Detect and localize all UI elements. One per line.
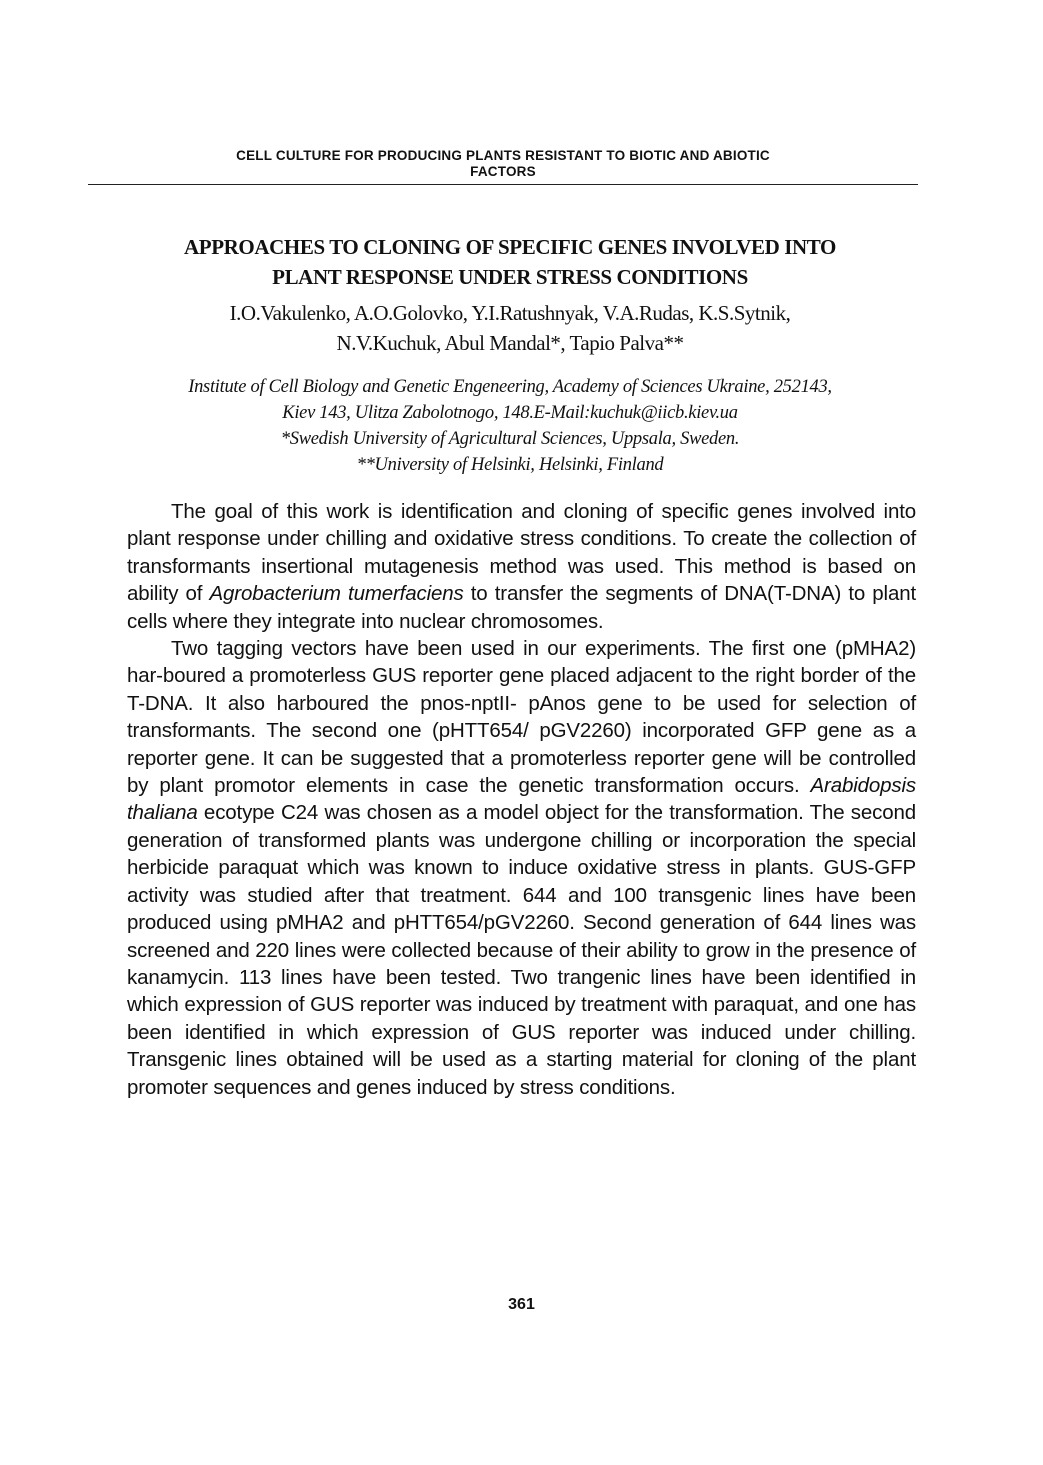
affiliation-line-4: **University of Helsinki, Helsinki, Finland: [356, 455, 664, 475]
affiliation-line-3: *Swedish University of Agricultural Sciences, Uppsala, Sweden.: [280, 429, 740, 449]
species-name-agrobacterium: Agrobacterium tumerfaciens: [209, 582, 464, 606]
author-list: [100, 298, 920, 358]
title-line-2: PLANT RESPONSE UNDER STRESS CONDITIONS: [272, 265, 748, 289]
authors-line-1: I.O.Vakulenko, A.O.Golovko, Y.I.Ratushnyak, V.A.Rudas, K.S.Sytnik,: [229, 301, 791, 325]
page-number: 361: [508, 1296, 535, 1313]
affiliation-line-2: Kiev 143, Ulitza Zabolotnogo, 148.E-Mail:kuchuk@iicb.kiev.ua: [282, 403, 738, 423]
paragraph-1: [127, 498, 916, 635]
running-head-line-2: FACTORS: [470, 164, 536, 179]
affiliation-line-1: Institute of Cell Biology and Genetic Engeneering, Academy of Sciences Ukraine, 252143,: [188, 377, 832, 397]
affiliations: [100, 374, 920, 478]
paragraph-2-text-b: ecotype C24 was chosen as a model object for the transformation. The second generation of transformed plants was undergone chilling or incorporation the special herbicide paraquat which was known to induce oxidative stress in plants. GUS-GFP activity was studied after that treatment. 644 and 100 transgenic lines have been produced using pMHA2 and pHTT654/pGV2260. Second generation of 644 lines was screened and 220 lines were collected because of their ability to grow in the presence of kanamycin. 113 lines have been tested. Two trangenic lines have been identified in which expression of GUS reporter was induced by treatment with paraquat, and one has been identified in which expression of GUS reporter was induced under chilling. Transgenic lines obtained will be used as a starting material for cloning of the plant promoter sequences and genes induced by stress conditions.: [127, 801, 916, 1099]
paragraph-2: [127, 635, 916, 1101]
paragraph-1-text-b: to transfer the segments of DNA(T-DNA) to plant cells where they integrate into nuclear chromosomes.: [127, 582, 916, 633]
abstract-body: [127, 498, 916, 1101]
authors-line-2: N.V.Kuchuk, Abul Mandal*, Tapio Palva**: [336, 331, 684, 355]
running-head: [88, 148, 918, 180]
title-line-1: APPROACHES TO CLONING OF SPECIFIC GENES INVOLVED INTO: [184, 235, 836, 259]
running-head-line-1: CELL CULTURE FOR PRODUCING PLANTS RESISTANT TO BIOTIC AND ABIOTIC: [236, 148, 770, 163]
species-name-arabidopsis: Arabidopsis thaliana: [127, 774, 916, 825]
paragraph-2-text-a: Two tagging vectors have been used in our experiments. The first one (pMHA2) har-boured a promoterless GUS reporter gene placed adjacent to the right border of the T-DNA. It also harboured the pnos-nptII- pAnos gene to be used for selection of transformants. The second one (pHTT654/ pGV2260) incorporated GFP gene as a reporter gene. It can be suggested that a promoterless reporter gene will be controlled by plant promotor elements in case the genetic transformation occurs.: [127, 637, 916, 798]
paper-title: [100, 232, 920, 292]
header-rule: [88, 184, 918, 185]
paragraph-1-text-a: The goal of this work is identification and cloning of specific genes involved into plant response under chilling and oxidative stress conditions. To create the collection of transformants insertional mutagenesis method was used. This method is based on ability of: [127, 500, 916, 606]
